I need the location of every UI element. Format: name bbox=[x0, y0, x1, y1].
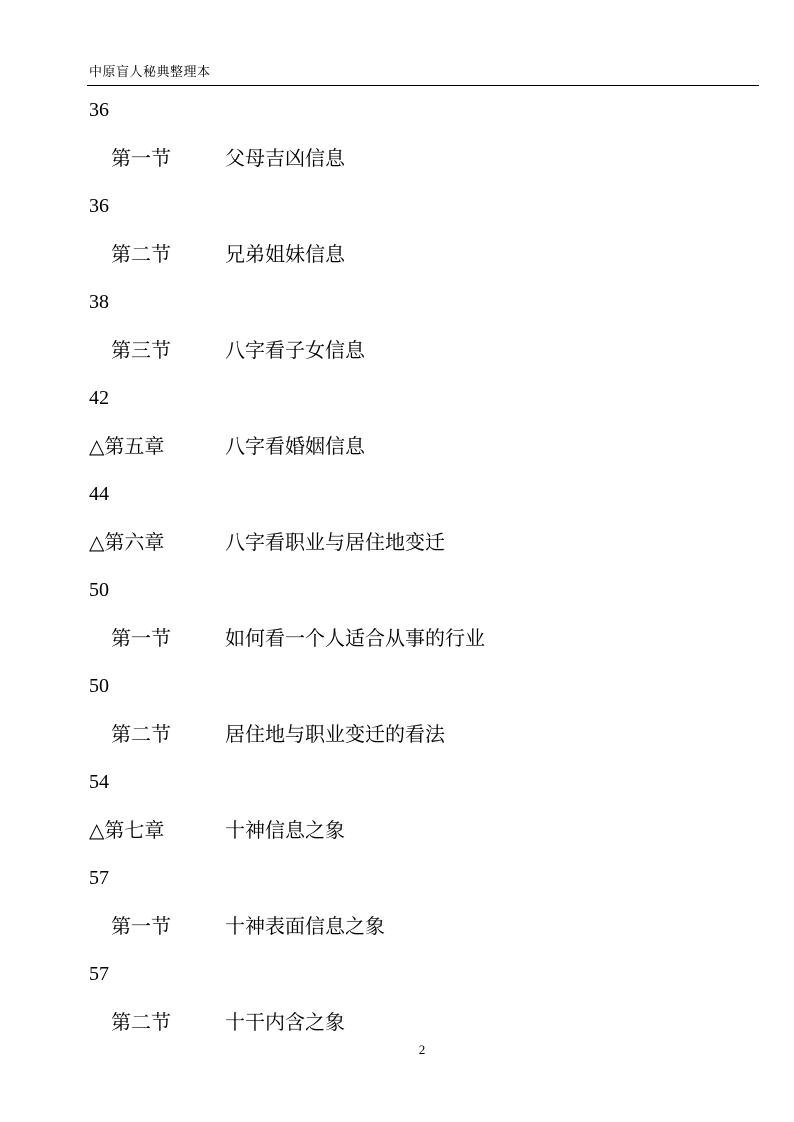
dot-leader bbox=[367, 336, 757, 364]
toc-entry bbox=[89, 720, 757, 748]
toc-entry-label: △第七章 bbox=[89, 818, 165, 842]
dot-leader bbox=[347, 816, 757, 844]
toc-entry-label: 第三节 bbox=[111, 338, 171, 362]
toc-page-number: 42 bbox=[89, 387, 109, 409]
toc-entry bbox=[89, 1008, 757, 1036]
toc-page-number: 57 bbox=[89, 963, 109, 985]
toc-entry-label: △第六章 bbox=[89, 530, 165, 554]
toc-entry bbox=[89, 432, 757, 460]
toc-page-number: 54 bbox=[89, 771, 109, 793]
toc-entry bbox=[89, 144, 757, 172]
toc-page-number: 57 bbox=[89, 867, 109, 889]
toc-entry-title: 十神信息之象 bbox=[225, 818, 345, 842]
toc-entry bbox=[89, 240, 757, 268]
toc-page-number: 36 bbox=[89, 195, 109, 217]
toc-entry bbox=[89, 912, 757, 940]
toc-entry-title: 八字看子女信息 bbox=[225, 338, 365, 362]
toc-entry bbox=[89, 816, 757, 844]
dot-leader bbox=[447, 720, 757, 748]
toc-page-number: 50 bbox=[89, 675, 109, 697]
toc-entry-label: 第二节 bbox=[111, 722, 171, 746]
toc-entry-title: 父母吉凶信息 bbox=[225, 146, 345, 170]
toc-page-number: 44 bbox=[89, 483, 109, 505]
toc-page-number: 36 bbox=[89, 99, 109, 121]
running-header-title: 中原盲人秘典整理本 bbox=[89, 65, 211, 80]
toc-page-number: 50 bbox=[89, 579, 109, 601]
toc-entry-title: 八字看婚姻信息 bbox=[225, 434, 365, 458]
toc-entry-label: 第一节 bbox=[111, 146, 171, 170]
toc-entry-title: 十干内含之象 bbox=[225, 1010, 345, 1034]
toc-entry-title: 八字看职业与居住地变迁 bbox=[225, 530, 445, 554]
toc-entry-title: 居住地与职业变迁的看法 bbox=[225, 722, 445, 746]
toc-entry-label: 第二节 bbox=[111, 1010, 171, 1034]
toc-entry bbox=[89, 336, 757, 364]
toc-entry-label: 第二节 bbox=[111, 242, 171, 266]
dot-leader bbox=[487, 624, 757, 652]
toc-entry-label: △第五章 bbox=[89, 434, 165, 458]
toc-entry bbox=[89, 528, 757, 556]
toc-entry-title: 十神表面信息之象 bbox=[225, 914, 385, 938]
toc-entry-title: 如何看一个人适合从事的行业 bbox=[225, 626, 485, 650]
dot-leader bbox=[347, 1008, 757, 1036]
page-number: 2 bbox=[418, 1042, 426, 1057]
toc-entry-label: 第一节 bbox=[111, 626, 171, 650]
toc-entry bbox=[89, 624, 757, 652]
toc-entry-label: 第一节 bbox=[111, 914, 171, 938]
dot-leader bbox=[347, 144, 757, 172]
dot-leader bbox=[347, 240, 757, 268]
toc-entry-title: 兄弟姐妹信息 bbox=[225, 242, 345, 266]
dot-leader bbox=[447, 528, 757, 556]
dot-leader bbox=[367, 432, 757, 460]
dot-leader bbox=[387, 912, 757, 940]
toc-page-number: 38 bbox=[89, 291, 109, 313]
